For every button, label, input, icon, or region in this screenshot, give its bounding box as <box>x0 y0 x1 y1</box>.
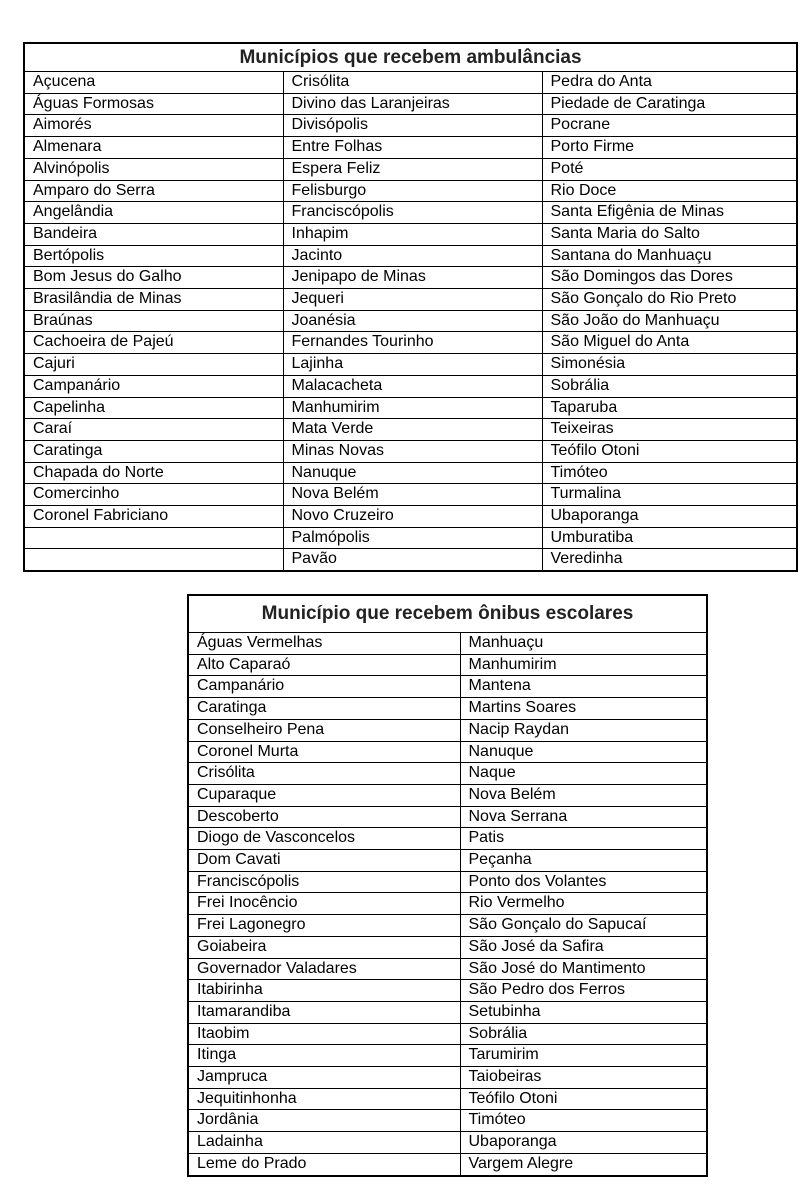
table-row <box>188 1153 707 1175</box>
municipality-cell: Divino das Laranjeiras <box>283 93 542 115</box>
municipality-cell: São João do Manhuaçu <box>542 310 797 332</box>
table-row <box>24 267 797 289</box>
municipality-cell: Sobrália <box>542 375 797 397</box>
municipality-cell: São José da Safira <box>460 936 707 958</box>
table-row <box>188 1110 707 1132</box>
municipality-cell: Coronel Fabriciano <box>24 506 283 528</box>
municipality-cell: Tarumirim <box>460 1045 707 1067</box>
municipality-cell: Piedade de Caratinga <box>542 93 797 115</box>
school-bus-municipalities-table <box>187 594 708 1177</box>
municipality-cell: Veredinha <box>542 549 797 571</box>
municipality-cell: Pedra do Anta <box>542 72 797 94</box>
municipality-cell: Jequitinhonha <box>188 1088 460 1110</box>
municipality-cell: Alvinópolis <box>24 158 283 180</box>
municipality-cell: São Gonçalo do Sapucaí <box>460 915 707 937</box>
table-row <box>188 828 707 850</box>
municipality-cell: Divisópolis <box>283 115 542 137</box>
table-row <box>24 527 797 549</box>
municipality-cell: Joanésia <box>283 310 542 332</box>
municipality-cell: Nanuque <box>460 741 707 763</box>
municipality-cell: Nova Belém <box>283 484 542 506</box>
table-row <box>24 93 797 115</box>
municipality-cell: Campanário <box>188 676 460 698</box>
table-row <box>24 289 797 311</box>
municipality-cell: Naque <box>460 763 707 785</box>
municipality-cell: Caratinga <box>188 698 460 720</box>
municipality-cell: Jenipapo de Minas <box>283 267 542 289</box>
municipality-cell: Mata Verde <box>283 419 542 441</box>
municipality-cell: Setubinha <box>460 1001 707 1023</box>
municipality-cell: Franciscópolis <box>188 871 460 893</box>
municipality-cell: Leme do Prado <box>188 1153 460 1175</box>
municipality-cell: Teixeiras <box>542 419 797 441</box>
table-row <box>24 72 797 94</box>
municipality-cell: Goiabeira <box>188 936 460 958</box>
table-title: Município que recebem ônibus escolares <box>188 595 707 633</box>
municipality-cell: Timóteo <box>460 1110 707 1132</box>
table-row <box>188 936 707 958</box>
municipality-cell: Governador Valadares <box>188 958 460 980</box>
municipality-cell: Bandeira <box>24 223 283 245</box>
table-row <box>188 719 707 741</box>
municipality-cell: Santa Maria do Salto <box>542 223 797 245</box>
table-row <box>188 1045 707 1067</box>
table-row <box>24 115 797 137</box>
municipality-cell: Vargem Alegre <box>460 1153 707 1175</box>
municipality-cell: Almenara <box>24 137 283 159</box>
municipality-cell: Jacinto <box>283 245 542 267</box>
table-row <box>188 958 707 980</box>
municipality-cell: Lajinha <box>283 354 542 376</box>
municipality-cell: São Gonçalo do Rio Preto <box>542 289 797 311</box>
municipality-cell: Manhuaçu <box>460 633 707 655</box>
municipality-cell: Rio Vermelho <box>460 893 707 915</box>
municipality-cell: Jequeri <box>283 289 542 311</box>
municipality-cell: Inhapim <box>283 223 542 245</box>
municipality-cell: Entre Folhas <box>283 137 542 159</box>
table-row <box>188 1132 707 1154</box>
municipality-cell: Dom Cavati <box>188 850 460 872</box>
table-row <box>188 633 707 655</box>
table-row <box>188 1001 707 1023</box>
municipality-cell: Frei Inocêncio <box>188 893 460 915</box>
municipality-cell: Açucena <box>24 72 283 94</box>
municipality-cell: Minas Novas <box>283 440 542 462</box>
municipality-cell: Umburatiba <box>542 527 797 549</box>
table-row <box>188 850 707 872</box>
table-row <box>188 915 707 937</box>
municipality-cell: Malacacheta <box>283 375 542 397</box>
table-row <box>24 354 797 376</box>
table-title: Municípios que recebem ambulâncias <box>24 43 797 72</box>
municipality-cell: Santa Efigênia de Minas <box>542 202 797 224</box>
table-row <box>188 893 707 915</box>
municipality-cell: Cachoeira de Pajeú <box>24 332 283 354</box>
municipality-cell <box>24 527 283 549</box>
table-row <box>24 137 797 159</box>
municipality-cell: Conselheiro Pena <box>188 719 460 741</box>
table-row <box>24 440 797 462</box>
municipality-cell: Nova Serrana <box>460 806 707 828</box>
municipality-cell: Nanuque <box>283 462 542 484</box>
table-row <box>24 549 797 571</box>
municipality-cell: Descoberto <box>188 806 460 828</box>
table-row <box>188 980 707 1002</box>
municipality-cell: Taparuba <box>542 397 797 419</box>
table-row <box>24 310 797 332</box>
municipality-cell: Campanário <box>24 375 283 397</box>
municipality-cell: Manhumirim <box>283 397 542 419</box>
table-row <box>24 245 797 267</box>
table-row <box>24 484 797 506</box>
municipality-cell: Palmópolis <box>283 527 542 549</box>
municipality-cell: Nova Belém <box>460 784 707 806</box>
municipality-cell: Pocrane <box>542 115 797 137</box>
table-row <box>188 741 707 763</box>
table-row <box>188 1023 707 1045</box>
municipality-cell: Mantena <box>460 676 707 698</box>
municipality-cell: Alto Caparaó <box>188 654 460 676</box>
table-row <box>188 698 707 720</box>
table-row <box>24 180 797 202</box>
municipality-cell: Taiobeiras <box>460 1067 707 1089</box>
municipality-cell: Chapada do Norte <box>24 462 283 484</box>
municipality-cell: Cajuri <box>24 354 283 376</box>
municipality-cell: Amparo do Serra <box>24 180 283 202</box>
table-row <box>188 1088 707 1110</box>
municipality-cell: Crisólita <box>188 763 460 785</box>
municipality-cell: Nacip Raydan <box>460 719 707 741</box>
municipality-cell: Santana do Manhuaçu <box>542 245 797 267</box>
table-row <box>188 784 707 806</box>
municipality-cell: Rio Doce <box>542 180 797 202</box>
municipality-cell: Jampruca <box>188 1067 460 1089</box>
municipality-cell: Sobrália <box>460 1023 707 1045</box>
municipality-cell: Caraí <box>24 419 283 441</box>
municipality-cell: São Domingos das Dores <box>542 267 797 289</box>
municipality-cell: Peçanha <box>460 850 707 872</box>
table-row <box>188 763 707 785</box>
municipality-cell: Espera Feliz <box>283 158 542 180</box>
municipality-cell: Novo Cruzeiro <box>283 506 542 528</box>
table-row <box>188 871 707 893</box>
municipality-cell: Itinga <box>188 1045 460 1067</box>
municipality-cell: Coronel Murta <box>188 741 460 763</box>
municipality-cell: Simonésia <box>542 354 797 376</box>
municipality-cell: Turmalina <box>542 484 797 506</box>
municipality-cell: Franciscópolis <box>283 202 542 224</box>
municipality-cell: Teófilo Otoni <box>460 1088 707 1110</box>
municipality-cell: Diogo de Vasconcelos <box>188 828 460 850</box>
municipality-cell: Capelinha <box>24 397 283 419</box>
municipality-cell: Brasilândia de Minas <box>24 289 283 311</box>
municipality-cell: Braúnas <box>24 310 283 332</box>
municipality-cell: Porto Firme <box>542 137 797 159</box>
table-row <box>188 1067 707 1089</box>
municipality-cell: Águas Vermelhas <box>188 633 460 655</box>
table-row <box>24 332 797 354</box>
municipality-cell: Frei Lagonegro <box>188 915 460 937</box>
municipality-cell: Martins Soares <box>460 698 707 720</box>
table-row <box>24 462 797 484</box>
table-row <box>188 676 707 698</box>
ambulance-municipalities-table <box>23 42 798 572</box>
municipality-cell: São Pedro dos Ferros <box>460 980 707 1002</box>
municipality-cell: Crisólita <box>283 72 542 94</box>
municipality-cell: Timóteo <box>542 462 797 484</box>
municipality-cell: São Miguel do Anta <box>542 332 797 354</box>
municipality-cell: Itamarandiba <box>188 1001 460 1023</box>
municipality-cell: Ubaporanga <box>542 506 797 528</box>
table-row <box>24 202 797 224</box>
municipality-cell: Águas Formosas <box>24 93 283 115</box>
municipality-cell: Aimorés <box>24 115 283 137</box>
municipality-cell: Angelândia <box>24 202 283 224</box>
table-row <box>24 223 797 245</box>
table-row <box>24 506 797 528</box>
municipality-cell: Comercinho <box>24 484 283 506</box>
municipality-cell: Cuparaque <box>188 784 460 806</box>
municipality-cell: Ubaporanga <box>460 1132 707 1154</box>
municipality-cell: Itabirinha <box>188 980 460 1002</box>
municipality-cell <box>24 549 283 571</box>
municipality-cell: Pavão <box>283 549 542 571</box>
table-row <box>24 158 797 180</box>
municipality-cell: Felisburgo <box>283 180 542 202</box>
municipality-cell: Ponto dos Volantes <box>460 871 707 893</box>
table-row <box>188 806 707 828</box>
municipality-cell: São José do Mantimento <box>460 958 707 980</box>
municipality-cell: Poté <box>542 158 797 180</box>
municipality-cell: Itaobim <box>188 1023 460 1045</box>
table-row <box>24 397 797 419</box>
municipality-cell: Bertópolis <box>24 245 283 267</box>
municipality-cell: Caratinga <box>24 440 283 462</box>
table-row <box>24 375 797 397</box>
municipality-cell: Ladainha <box>188 1132 460 1154</box>
municipality-cell: Jordânia <box>188 1110 460 1132</box>
municipality-cell: Bom Jesus do Galho <box>24 267 283 289</box>
municipality-cell: Fernandes Tourinho <box>283 332 542 354</box>
municipality-cell: Teófilo Otoni <box>542 440 797 462</box>
table-row <box>188 654 707 676</box>
municipality-cell: Patis <box>460 828 707 850</box>
municipality-cell: Manhumirim <box>460 654 707 676</box>
table-row <box>24 419 797 441</box>
